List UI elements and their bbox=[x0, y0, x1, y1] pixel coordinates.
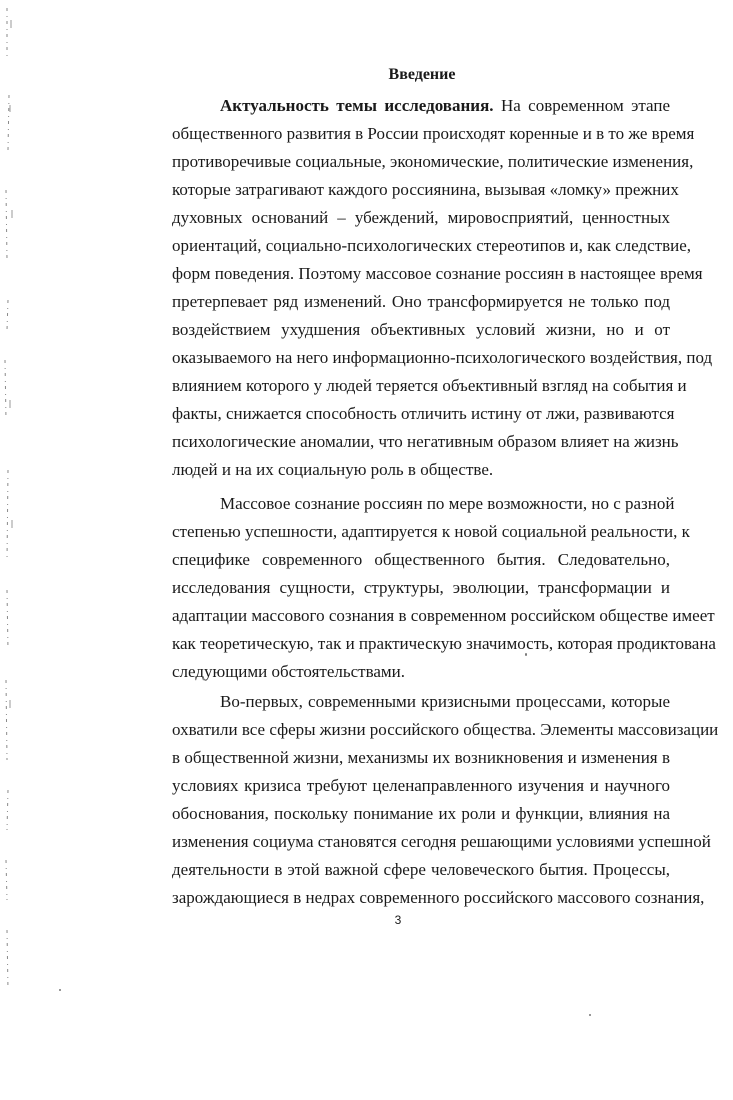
paragraph-line: претерпевает ряд изменений. Оно трансформируется не только под bbox=[172, 292, 670, 311]
paragraph-line: воздействием ухудшения объективных условий жизни, но и от bbox=[172, 320, 670, 339]
paragraph-line: исследования сущности, структуры, эволюции, трансформации и bbox=[172, 578, 670, 597]
paragraph-line: психологические аномалии, что негативным образом влияет на жизнь bbox=[172, 432, 679, 451]
paragraph-line: общественного развития в России происходят коренные и в то же время bbox=[172, 124, 695, 143]
paragraph-line: форм поведения. Поэтому массовое сознание россиян в настоящее время bbox=[172, 264, 703, 283]
paragraph-line: адаптации массового сознания в современном российском обществе имеет bbox=[172, 606, 715, 625]
paragraph-line: как теоретическую, так и практическую значимость, которая продиктована bbox=[172, 634, 716, 653]
paragraph-line: специфике современного общественного бытия. Следовательно, bbox=[172, 550, 670, 569]
paragraph-line: противоречивые социальные, экономические, политические изменения, bbox=[172, 152, 694, 171]
paragraph-line: оказываемого на него информационно-психологического воздействия, под bbox=[172, 348, 713, 367]
scan-margin-marks bbox=[0, 0, 20, 1100]
paragraph-line: деятельности в этой важной сфере человеческого бытия. Процессы, bbox=[172, 860, 670, 879]
paragraph-line: ориентаций, социально-психологических стереотипов и, как следствие, bbox=[172, 236, 692, 255]
paragraph-text: На современном этапе bbox=[500, 96, 671, 115]
document-title: Введение bbox=[388, 66, 456, 83]
paragraph-line: влиянием которого у людей теряется объективный взгляд на события и bbox=[172, 376, 687, 395]
paragraph-line bbox=[220, 95, 670, 117]
paragraph-line: обоснования, поскольку понимание их роли и функции, влияния на bbox=[172, 804, 670, 823]
scan-speck bbox=[589, 1014, 591, 1016]
paragraph-line: людей и на их социальную роль в обществе. bbox=[172, 460, 494, 479]
paragraph-line: факты, снижается способность отличить истину от лжи, развиваются bbox=[172, 404, 675, 423]
paragraph-line: условиях кризиса требуют целенаправленного изучения и научного bbox=[172, 776, 670, 795]
scan-speck bbox=[59, 989, 61, 991]
paragraph-line: зарождающиеся в недрах современного российского массового сознания, bbox=[172, 888, 705, 907]
paragraph-line: которые затрагивают каждого россиянина, вызывая «ломку» прежних bbox=[172, 180, 679, 199]
paragraph-line: Во-первых, современными кризисными процессами, которые bbox=[220, 692, 670, 711]
paragraph-line: в общественной жизни, механизмы их возникновения и изменения в bbox=[172, 748, 670, 767]
paragraph-lead: Актуальность темы исследования. bbox=[220, 96, 494, 115]
paragraph-line: степенью успешности, адаптируется к новой социальной реальности, к bbox=[172, 522, 690, 541]
page-number: 3 bbox=[394, 913, 402, 927]
paragraph-line: изменения социума становятся сегодня решающими условиями успешной bbox=[172, 832, 711, 851]
paragraph-line: духовных оснований – убеждений, мировосприятий, ценностных bbox=[172, 208, 670, 227]
paragraph-line: следующими обстоятельствами. bbox=[172, 662, 406, 681]
paragraph-line: охватили все сферы жизни российского общества. Элементы массовизации bbox=[172, 720, 719, 739]
paragraph-line: Массовое сознание россиян по мере возможности, но с разной bbox=[220, 494, 675, 513]
